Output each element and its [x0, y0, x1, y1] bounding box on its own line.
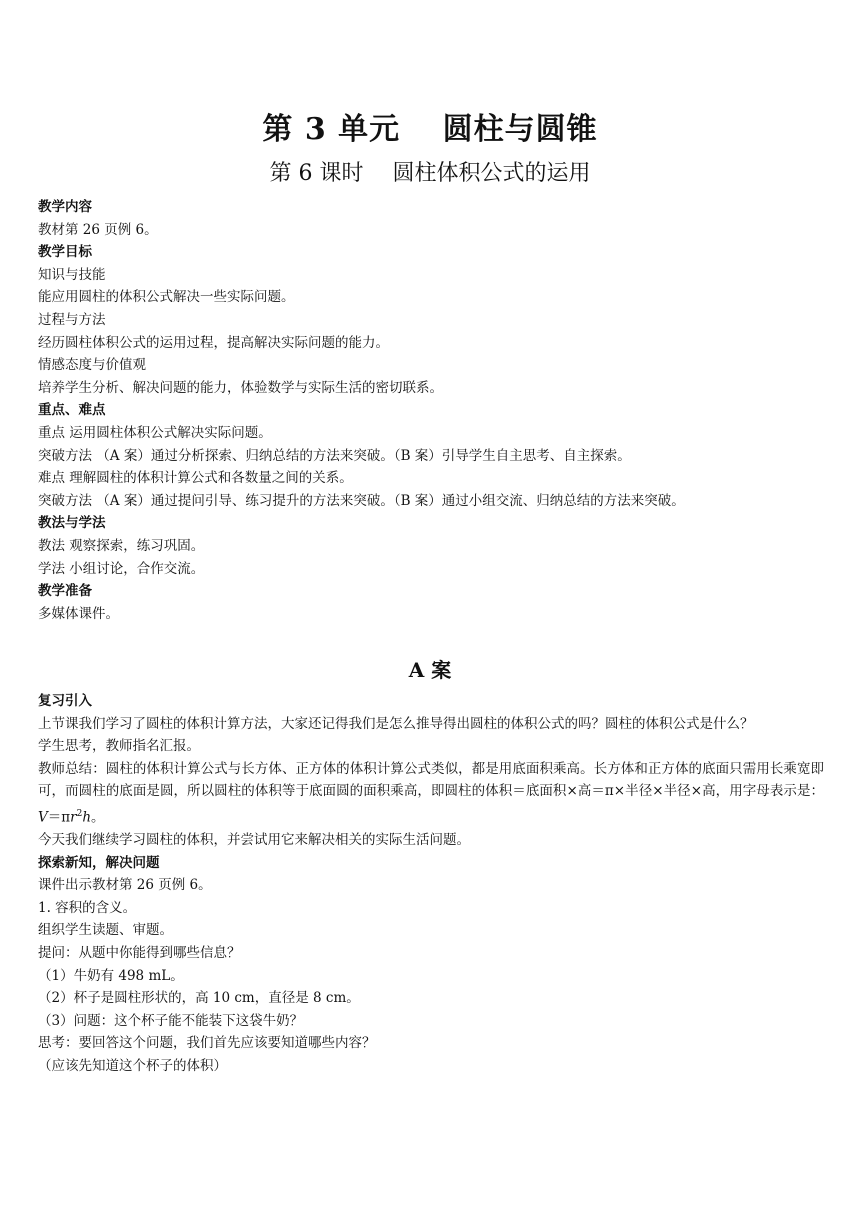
- text-line: 突破方法 （A 案）通过分析探索、归纳总结的方法来突破。（B 案）引导学生自主思考、自主探索。: [38, 447, 631, 464]
- text-line: 1. 容积的含义。: [38, 899, 137, 916]
- plan-a-title: A 案: [408, 658, 452, 682]
- text-line: 课件出示教材第 26 页例 6。: [38, 877, 212, 894]
- text-line: 情感态度与价值观: [38, 357, 146, 374]
- heading-methods: 教法与学法: [38, 515, 106, 532]
- formula-eq: ＝π: [47, 809, 71, 826]
- text-line: 知识与技能: [38, 266, 106, 283]
- heading-key-points: 重点、难点: [38, 402, 106, 419]
- formula-exponent: 2: [76, 808, 83, 819]
- heading-review: 复习引入: [38, 693, 92, 709]
- text-line: 过程与方法: [38, 311, 106, 328]
- formula-v: V: [38, 809, 48, 826]
- summary-text: 教师总结：圆柱的体积计算公式与长方体、正方体的体积计算公式类似，都是用底面积乘高。长方体和正方体的底面只需用长乘宽即可，而圆柱的底面是圆，所以圆柱的体积等于底面圆的面积乘高，即圆柱的体积＝底面积×高＝π×半径×半径×高，用字母表示是：: [38, 760, 824, 800]
- text-line: 能应用圆柱的体积公式解决一些实际问题。: [38, 289, 295, 306]
- heading-explore: 探索新知，解决问题: [38, 854, 160, 871]
- formula-end: 。: [91, 809, 105, 826]
- formula-h: h: [82, 809, 92, 826]
- text-line: 难点 理解圆柱的体积计算公式和各数量之间的关系。: [38, 470, 353, 487]
- objectives-section: [38, 196, 824, 625]
- heading-content: 教学内容: [38, 199, 92, 215]
- text-line: 教法 观察探索，练习巩固。: [38, 537, 205, 554]
- text-line: （3）问题：这个杯子能不能装下这袋牛奶？: [38, 1012, 304, 1029]
- text-line: 突破方法 （A 案）通过提问引导、练习提升的方法来突破。（B 案）通过小组交流、归纳总结的方法来突破。: [38, 492, 685, 509]
- text-line: 多媒体课件。: [38, 605, 119, 622]
- text-line: 今天我们继续学习圆柱的体积，并尝试用它来解决相关的实际生活问题。: [38, 832, 470, 849]
- text-line: 重点 运用圆柱体积公式解决实际问题。: [38, 424, 272, 441]
- text-line: （应该先知道这个杯子的体积）: [38, 1058, 227, 1074]
- heading-goals: 教学目标: [38, 244, 92, 261]
- text-line: （1）牛奶有 498 mL。: [38, 967, 184, 984]
- plan-a-section: [38, 690, 824, 1078]
- lesson-title: 第 6 课时 圆柱体积公式的运用: [269, 161, 591, 186]
- text-paragraph: 上节课我们学习了圆柱的体积计算方法，大家还记得我们是怎么推导得出圆柱的体积公式的吗？圆柱的体积公式是什么？: [38, 715, 754, 732]
- unit-title: 第 3 单元 圆柱与圆锥: [262, 112, 598, 147]
- text-line: 培养学生分析、解决问题的能力，体验数学与实际生活的密切联系。: [38, 379, 443, 396]
- text-line: 学法 小组讨论，合作交流。: [38, 560, 205, 577]
- text-line: （2）杯子是圆柱形状的，高 10 cm，直径是 8 cm。: [38, 990, 360, 1007]
- text-line: 思考：要回答这个问题，我们首先应该要知道哪些内容？: [38, 1035, 376, 1052]
- text-line: 提问：从题中你能得到哪些信息？: [38, 945, 241, 962]
- summary-paragraph: [38, 758, 824, 829]
- text-line: 教材第 26 页例 6。: [38, 221, 158, 238]
- text-line: 组织学生读题、审题。: [38, 922, 173, 939]
- text-line: 学生思考，教师指名汇报。: [38, 738, 200, 755]
- heading-preparation: 教学准备: [38, 583, 92, 600]
- text-line: 经历圆柱体积公式的运用过程，提高解决实际问题的能力。: [38, 334, 389, 351]
- formula-r: r: [70, 809, 77, 826]
